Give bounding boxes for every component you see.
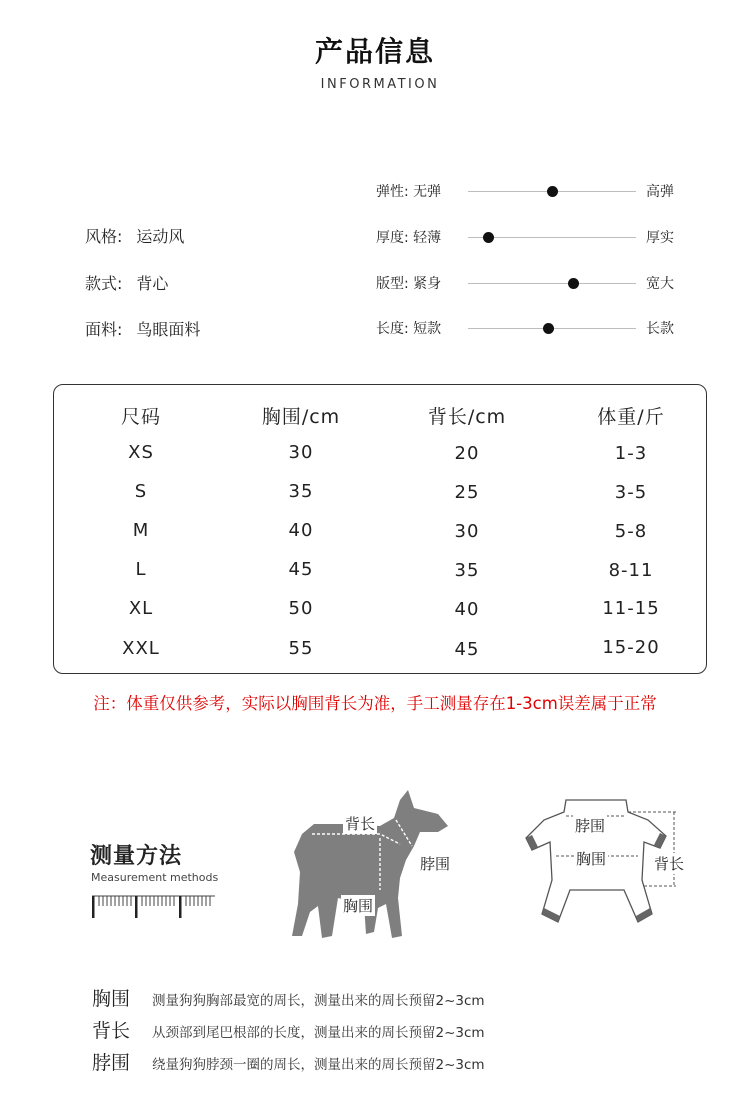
instruction-row: [92, 1048, 485, 1075]
table-header-weight: 体重/斤: [597, 406, 665, 428]
measurement-title: 测量方法: [90, 844, 183, 869]
attribute-value: 背心: [136, 274, 169, 293]
table-cell: L: [135, 559, 147, 580]
scale-marker: [568, 278, 579, 289]
scale-left-label: 短款: [413, 321, 442, 337]
attribute-style: [85, 224, 184, 247]
instruction-row: [92, 984, 485, 1011]
page-subtitle: INFORMATION: [320, 77, 440, 92]
scale-left-label: 紧身: [413, 276, 442, 292]
table-cell: 35: [454, 560, 480, 581]
table-cell: XL: [128, 598, 154, 619]
scale-label: 弹性: 无弹: [376, 184, 442, 200]
scale-left-label: 轻薄: [413, 230, 442, 246]
attribute-fabric: [85, 317, 200, 340]
scale-thickness: [376, 227, 696, 249]
table-header-size: 尺码: [120, 406, 161, 428]
table-cell: 45: [288, 559, 314, 580]
garment-label-chest: 胸围: [576, 850, 607, 868]
table-header-chest: 胸围/cm: [261, 406, 341, 428]
instruction-desc: 从颈部到尾巴根部的长度，测量出来的周长预留2~3cm: [152, 1025, 485, 1041]
attribute-value: 鸟眼面料: [136, 320, 201, 339]
table-cell: XXL: [122, 638, 160, 659]
table-cell: S: [134, 481, 148, 502]
attribute-label: 风格:: [85, 227, 123, 246]
table-cell: 30: [288, 442, 314, 463]
dog-label-back: 背长: [345, 815, 376, 833]
scale-elasticity: [376, 181, 696, 203]
table-cell: 8-11: [608, 560, 654, 581]
attribute-label: 款式:: [85, 274, 123, 293]
table-cell: 30: [454, 521, 480, 542]
table-cell: XS: [128, 442, 154, 463]
attribute-label: 面料:: [85, 320, 123, 339]
table-cell: M: [132, 520, 150, 541]
instruction-desc: 测量狗狗胸部最宽的周长，测量出来的周长预留2~3cm: [152, 993, 485, 1009]
table-cell: 40: [288, 520, 314, 541]
table-cell: 45: [454, 639, 480, 660]
table-cell: 3-5: [614, 482, 648, 503]
scale-fit: [376, 273, 696, 295]
table-cell: 20: [454, 443, 480, 464]
scale-label: 厚度: 轻薄: [376, 230, 442, 246]
table-cell: 25: [454, 482, 480, 503]
instruction-term: 胸围: [92, 988, 131, 1010]
attribute-value: 运动风: [136, 227, 185, 246]
table-cell: 15-20: [602, 637, 660, 658]
dog-label-neck: 脖围: [420, 855, 451, 873]
scale-left-label: 无弹: [413, 184, 442, 200]
scale-right-label: 厚实: [646, 230, 674, 246]
scale-right-label: 宽大: [646, 276, 674, 292]
scale-right-label: 长款: [646, 321, 674, 337]
table-cell: 55: [288, 638, 314, 659]
scale-track: [468, 283, 636, 284]
table-cell: 35: [288, 481, 314, 502]
instruction-term: 背长: [92, 1020, 131, 1042]
instruction-term: 脖围: [92, 1052, 131, 1074]
dog-label-chest: 胸围: [343, 897, 374, 915]
scale-label: 版型: 紧身: [376, 276, 442, 292]
garment-label-neck: 脖围: [575, 817, 606, 835]
garment-label-back: 背长: [654, 855, 685, 873]
size-table: [53, 384, 707, 674]
page-title: 产品信息: [314, 35, 435, 68]
table-cell: 5-8: [614, 521, 648, 542]
ruler-icon: [91, 892, 216, 920]
instruction-desc: 绕量狗狗脖颈一圈的周长，测量出来的周长预留2~3cm: [152, 1057, 485, 1073]
scale-right-label: 高弹: [646, 184, 674, 200]
table-cell: 11-15: [602, 598, 660, 619]
scale-marker: [483, 232, 494, 243]
table-cell: 50: [288, 598, 314, 619]
measurement-subtitle: Measurement methods: [91, 871, 219, 884]
table-cell: 1-3: [614, 443, 648, 464]
scale-length: [376, 318, 696, 340]
table-header-back: 背长/cm: [427, 406, 507, 428]
attribute-type: [85, 271, 168, 294]
scale-marker: [547, 186, 558, 197]
scale-marker: [543, 323, 554, 334]
instruction-row: [92, 1016, 485, 1043]
size-note: 注：体重仅供参考，实际以胸围背长为准，手工测量存在1-3cm误差属于正常: [93, 694, 657, 713]
table-cell: 40: [454, 599, 480, 620]
scale-label: 长度: 短款: [376, 321, 442, 337]
